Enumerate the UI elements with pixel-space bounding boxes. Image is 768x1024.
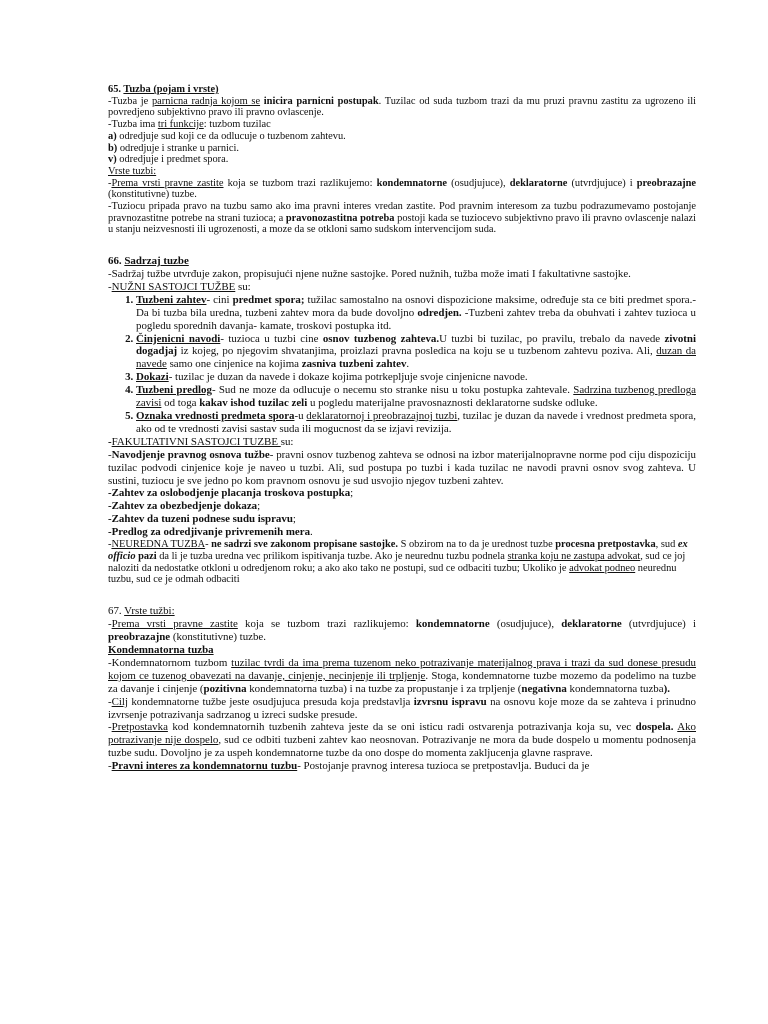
text-run: Dokazi <box>136 371 169 384</box>
section-66-title: Sadrzaj tuzbe <box>124 255 189 268</box>
text-run: (osudjujuce), <box>489 618 562 631</box>
text-run: Prema vrsti pravne zastite <box>111 618 238 631</box>
required-item-cinjenicni-navodi <box>136 333 696 372</box>
text-run: Navodjenje pravnog osnova tužbe <box>111 448 270 461</box>
text-run: -Zahtev da tuzeni podnese sudu ispravu <box>108 513 293 526</box>
section-66-heading <box>108 255 696 268</box>
text-run: (utvrdjujuce) i <box>567 177 637 189</box>
section-66 <box>108 255 696 586</box>
text-run: tuzilac tvrdi da ima prema tuzenom neko potrazivanje materijalnog prava i trazi da sud donese presudu kojom ce tuzenog obavezati na davanje, cinjenje, necinjenje ili trpljenje <box>108 656 697 682</box>
s65-paragraph-2 <box>108 119 696 131</box>
s66-fak-item-4 <box>108 526 696 539</box>
text-run: odredjuje i stranke u parnici. <box>117 142 240 154</box>
s67-paragraph-2 <box>108 657 696 696</box>
text-run: ne sadrzi sve zakonom propisane sastojke. <box>211 539 399 551</box>
text-run: osnov tuzbenog zahteva. <box>322 332 440 345</box>
text-run: - <box>108 177 112 189</box>
text-run: - pravni osnov tuzbenog zahteva se odnosi na izbor materijalnopravne norme pod ciju dispoziciju tuzilac podvodi cinjenice koje je naveo u tuzbi. Ali, sud postupa po tuzbi i kada tuzilac ne navodi pravni osnov svog zahteva. U sustini, tuziocu je sve jedno po kom pravnom osnovu je sud usvojio njegov tuzbeni zahtev. <box>108 448 696 487</box>
s65-function-b <box>108 143 696 155</box>
s66-fakultativni-heading <box>108 436 696 449</box>
text-run: -Tuziocu pripada pravo na tuzbu samo ako ima pravni interes vredan zastite. Pod pravnim interesom za tuzbu podrazumevamo postojanje pravnozastitne potrebe na strani tuzioca; a <box>108 201 696 224</box>
text-run: kondemnatorne <box>415 618 490 631</box>
s65-paragraph-3 <box>108 178 696 201</box>
s66-fak-item-3 <box>108 513 696 526</box>
s66-required-list <box>108 294 696 436</box>
text-run: - <box>108 695 112 708</box>
text-run: - <box>205 539 212 551</box>
s66-neuredna-tuzba <box>108 539 696 586</box>
text-run: : tuzbom tuzilac <box>203 119 271 131</box>
text-run: tri funkcije <box>157 119 204 131</box>
text-run: a) <box>108 130 117 142</box>
text-run: (konstitutivne) tuzbe. <box>170 631 266 644</box>
required-item-oznaka-vrednosti <box>136 410 696 436</box>
text-run: pozitivna <box>203 682 247 695</box>
s67-paragraph-5 <box>108 760 696 773</box>
s67-paragraph-3 <box>108 696 696 722</box>
s66-pravni-osnov <box>108 449 696 488</box>
s67-paragraph-1 <box>108 618 696 644</box>
text-run: . Tuzilac od suda tuzbom trazi da mu pruzi pravnu zastitu za ugrozeno ili povredjeno subjektivno pravo ili pravno ovlascenje. <box>108 95 697 119</box>
text-run: deklaratorne <box>561 618 622 631</box>
text-run: ). <box>663 682 670 695</box>
text-run: - <box>108 539 112 551</box>
text-run: iz kojeg, po njegovim shvatanjima, proizlazi pravna posledica na koju se u tuzbenom zahtevu poziva. Ali, <box>177 345 657 358</box>
text-run: u pogledu materijalne pravosnaznosti deklaratorne sudske odluke. <box>307 397 598 410</box>
text-run: -Predlog za odredjivanje privremenih mera <box>108 526 311 539</box>
text-run: stranka koju ne zastupa advokat <box>507 550 641 562</box>
text-run: ; <box>292 513 296 526</box>
text-run: na osnovu koje moze da se zahteva i prinudno izvrsenje potrazivanja sadrzanog u izreci sudske presude. <box>108 695 696 721</box>
text-run: parnicna radnja kojom se <box>151 95 261 107</box>
text-run: duzan da navede <box>136 345 696 371</box>
text-run: (utvrdjujuce) i <box>621 618 696 631</box>
text-run: -Tuzba ima <box>108 119 158 131</box>
text-run: deklaratornoj i preobrazajnoj tuzbi <box>306 410 458 423</box>
text-run: pazi <box>138 550 157 562</box>
text-run: v) <box>108 154 117 166</box>
text-run: su: <box>280 435 294 448</box>
text-run: -Zahtev za oslobodjenje placanja troskova postupka <box>108 487 351 500</box>
text-run: kondemnatorne <box>376 177 448 189</box>
required-item-tuzbeni-zahtev <box>136 294 696 333</box>
text-run: su: <box>235 280 251 293</box>
text-run: kondemnatorne tužbe jeste osudjujuca presuda koja predstavlja <box>127 695 414 708</box>
text-run: koja se tuzbom trazi razlikujemo: <box>237 618 416 631</box>
text-run: -Tuzba je <box>108 95 152 107</box>
text-run: ex officio <box>108 539 688 562</box>
s66-nuzni-heading <box>108 281 696 294</box>
text-run: izvrsnu ispravu <box>413 695 487 708</box>
s65-function-a <box>108 131 696 143</box>
text-run: zivotni dogadjaj <box>136 332 697 358</box>
text-run: Činjenicni navodi <box>136 332 221 345</box>
text-run: Pretpostavka <box>111 721 168 734</box>
text-run: advokat podneo <box>569 562 636 574</box>
text-run: - <box>108 618 112 631</box>
text-run: , sud ce joj naloziti da nedostatke otkloni u odredjenom roku; a ako ako tako ne postupi, sud ce odbaciti tuzbu; Ukoliko je <box>108 550 686 574</box>
s65-paragraph-4 <box>108 201 696 236</box>
text-run: S obzirom na to da je urednost tuzbe <box>398 539 556 551</box>
text-run: . <box>310 526 313 539</box>
text-run: koja se tuzbom trazi razlikujemo: <box>223 177 377 189</box>
s65-vrste-label: Vrste tuzbi: <box>108 165 157 177</box>
text-run: Ako potrazivanje nije dospelo <box>108 721 697 747</box>
section-65-title: Tuzba (pojam i vrste) <box>123 84 219 95</box>
text-run: - <box>108 280 112 293</box>
text-run: samo one cinjenice na kojima <box>166 358 302 371</box>
text-run: -u <box>294 410 307 423</box>
s66-fak-item-2 <box>108 500 696 513</box>
text-run: - <box>108 435 112 448</box>
text-run: -Zahtev za obezbedjenje dokaza <box>108 500 258 513</box>
required-item-dokazi <box>136 371 696 384</box>
text-run: odredjuje i predmet spora. <box>116 154 229 166</box>
text-run: , sud ce odbiti tuzbeni zahtev kao neosnovan. Potrazivanje ne mora da bude dospelo u momentu podnosenja tuzbe sudu. Dovoljno je za uspeh kondemnatorne tuzbe da ono dospe do momenta zakljucenja glavne rasprave. <box>108 734 696 760</box>
text-run: - <box>108 721 112 734</box>
text-run: inicira parnicni postupak <box>263 95 379 107</box>
text-run: Tuzbeni predlog <box>136 384 212 397</box>
text-run: Tuzbeni zahtev <box>136 293 207 306</box>
text-run: -Kondemnatornom tuzbom <box>108 656 232 669</box>
document-page <box>108 84 696 773</box>
s65-paragraph-1 <box>108 96 696 119</box>
text-run: neurednu tuzbu, sud ce je odmah odbaciti <box>108 562 677 586</box>
text-run: , sud <box>655 539 678 551</box>
text-run: kondemnatorna tuzba) i na tuzbe za propustanje i za trpljenje ( <box>246 682 522 695</box>
text-run: FAKULTATIVNI SASTOJCI TUZBE <box>111 435 281 448</box>
s66-intro <box>108 268 696 281</box>
text-run: odredjuje sud koji ce da odlucuje o tuzbenom zahtevu. <box>116 130 346 142</box>
s67-paragraph-4 <box>108 721 696 760</box>
text-run: kod kondemnatornih tuzbenih zahteva jeste da se oni isticu radi ostvarenja potrazivanja koja su, vec <box>167 721 636 734</box>
text-run: Oznaka vrednosti predmeta spora <box>136 410 295 423</box>
text-run: Prema vrsti pravne zastite <box>111 177 224 189</box>
required-item-tuzbeni-predlog <box>136 384 696 410</box>
section-67-heading <box>108 605 696 618</box>
section-65-heading <box>108 84 696 96</box>
text-run: ; <box>257 500 261 513</box>
text-run: - tuzioca u tuzbi cine <box>220 332 323 345</box>
text-run: odredjen. <box>417 306 462 319</box>
text-run: procesna pretpostavka <box>555 539 656 551</box>
text-run: ; <box>350 487 354 500</box>
text-run: tužilac samostalno na osnovi dispozicione maksime, određuje sta ce biti predmet spora.-Da bi tuzba bila uredna, tuzbeni zahtev mora da bude dovoljno <box>136 293 696 319</box>
text-run: postoji kada se tuziocevo subjektivno pravo ili pravno ovlascenje nalazi u stanju neizvesnosti ili ugrozenosti, a moze da se otkloni samo sudskom intervencijom suda. <box>108 212 696 236</box>
s67-kondemnatorna-label: Kondemnatorna tuzba <box>108 643 214 656</box>
text-run: - <box>108 448 112 461</box>
text-run: negativna <box>521 682 567 695</box>
text-run: - Postojanje pravnog interesa tuzioca se pretpostavlja. Buduci da je <box>297 760 590 773</box>
text-run: Pravni interes za kondemnatornu tuzbu <box>111 760 298 773</box>
section-66-number: 66. <box>108 255 125 268</box>
text-run: Cilj <box>111 695 128 708</box>
text-run: od toga <box>161 397 200 410</box>
text-run: . Stoga, kondemnatorne tuzbe mozemo da podelimo na tuzbe za davanje i cinjenje ( <box>108 669 697 695</box>
s65-function-v <box>108 154 696 166</box>
text-run: dospela. <box>635 721 674 734</box>
text-run: kakav ishod tuzilac zeli <box>199 397 308 410</box>
s66-fak-item-1 <box>108 487 696 500</box>
section-67-number: 67. <box>108 605 125 618</box>
section-67-title: Vrste tužbi: <box>124 605 175 618</box>
text-run: -Tuzbeni zahtev treba da obuhvati i zahtev tuzioca u pogledu sporednih davanja- kamate, troskovi postupka itd. <box>136 306 696 332</box>
text-run: - Sud ne moze da odlucuje o necemu sto stranke nisu u toku postupka zahtevale. <box>211 384 574 397</box>
text-run: (osudjujuce), <box>447 177 510 189</box>
text-run: NEUREDNA TUZBA <box>111 539 206 551</box>
text-run: b) <box>108 142 118 154</box>
text-run: . <box>406 358 410 371</box>
text-run: kondemnatorna tuzba <box>566 682 664 695</box>
text-run: Sadrzina tuzbenog predloga zavisi <box>136 384 696 410</box>
text-run: NUŽNI SASTOJCI TUŽBE <box>111 280 236 293</box>
text-run: da li je tuzba uredna vec prilikom ispitivanja tuzbe. Ako je neurednu tuzbu podnela <box>156 550 508 562</box>
text-run: , tuzilac je duzan da navede i vrednost predmeta spora, ako od te vrednosti zavisi sastav suda ili mogucnost da se izjavi revizija. <box>136 410 696 435</box>
text-run: - tuzilac je duzan da navede i dokaze kojima potrkepljuje svoje cinjenicne navode. <box>168 371 528 384</box>
text-run: (konstitutivne) tuzbe. <box>108 189 197 201</box>
text-run: - cini <box>206 293 233 306</box>
text-run: - <box>108 760 112 773</box>
text-run: U tuzbi bi tuzilac, po pravilu, trebalo da navede <box>439 332 665 345</box>
text-run: pravonozastitna potreba <box>285 212 395 224</box>
text-run: preobrazajne <box>636 177 696 189</box>
text-run: deklaratorne <box>509 177 568 189</box>
text-run: preobrazajne <box>108 631 171 644</box>
section-67 <box>108 605 696 773</box>
text-run: zasniva tuzbeni zahtev <box>301 358 407 371</box>
text-run: -Sadržaj tužbe utvrđuje zakon, propisujući njene nužne sastojke. Pored nužnih, tužba može imati I fakultativne sastojke. <box>108 268 631 281</box>
section-65-number: 65. <box>108 84 124 95</box>
text-run: predmet spora; <box>232 293 305 306</box>
section-65 <box>108 84 696 236</box>
